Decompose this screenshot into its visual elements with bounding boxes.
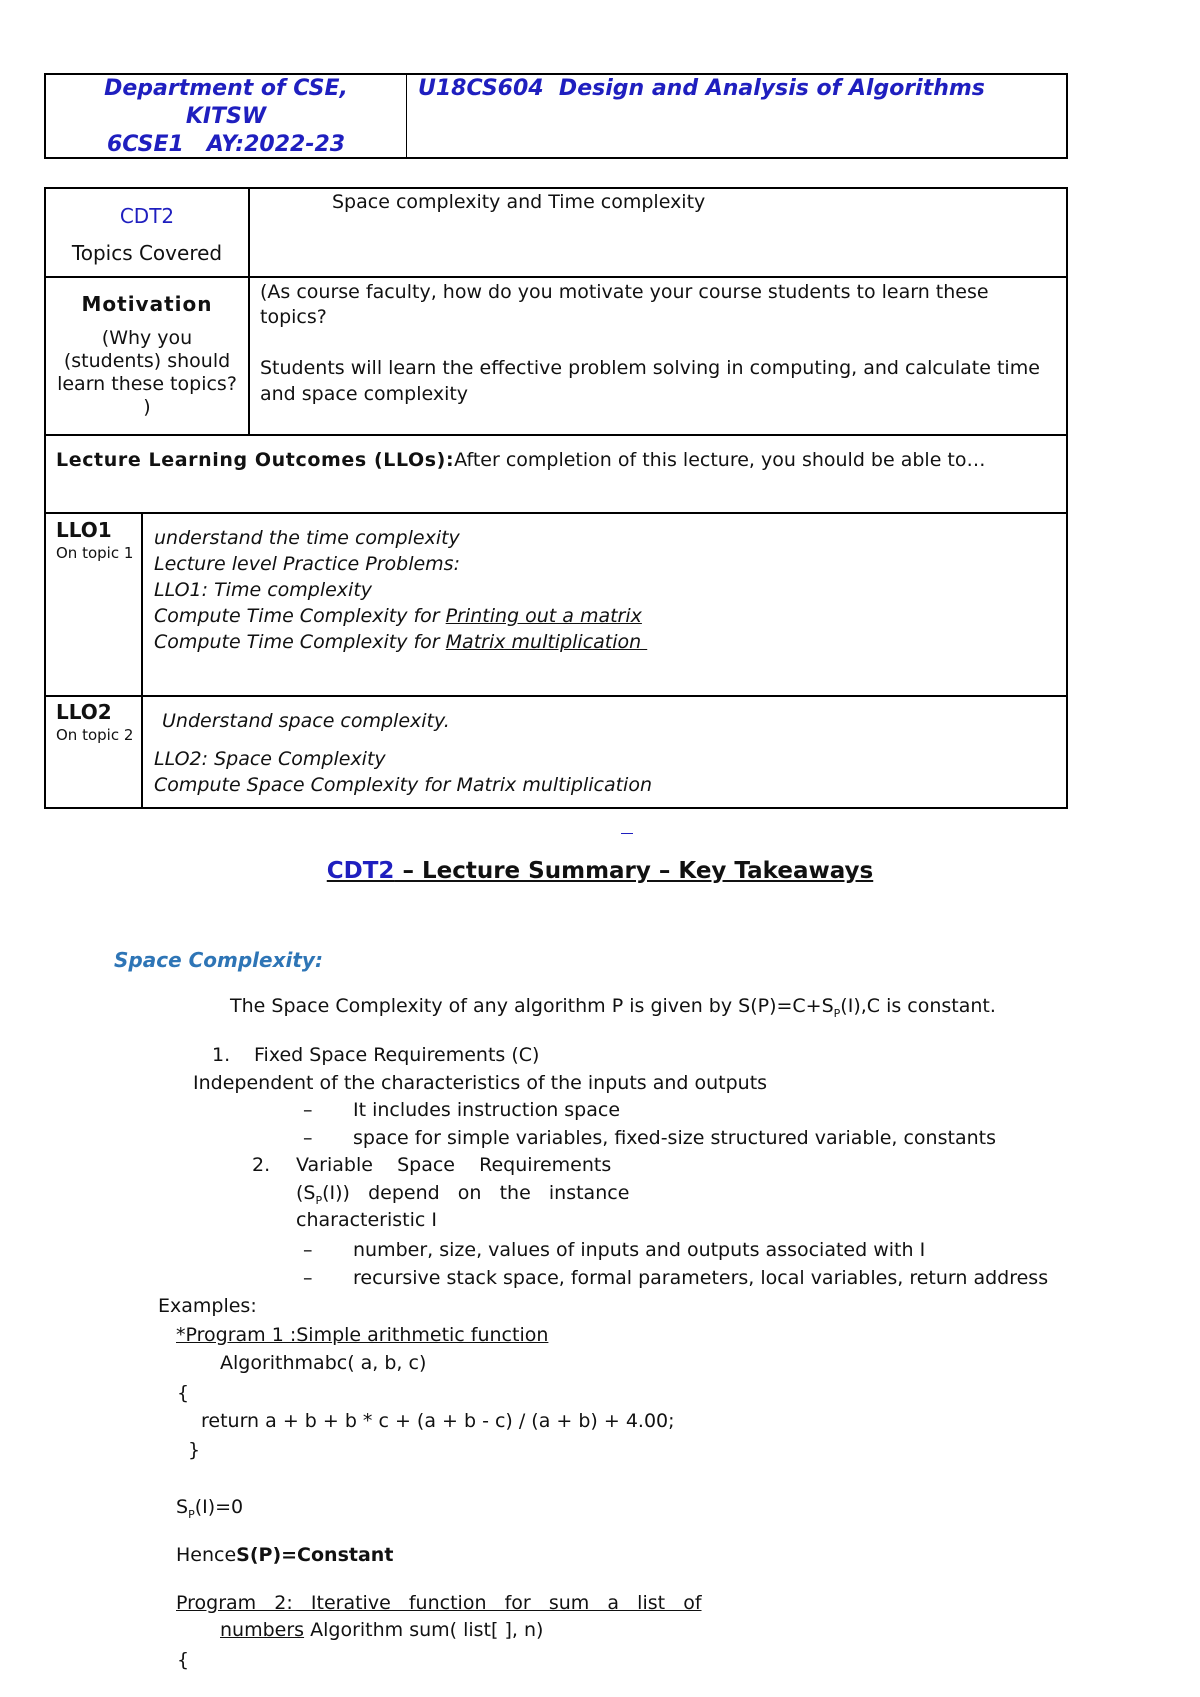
- space-complexity-heading: Space Complexity:: [114, 948, 323, 972]
- program2-line1: [220, 1617, 543, 1643]
- dash-bullet: –: [303, 1127, 313, 1149]
- sp-subscript: P: [188, 1507, 195, 1521]
- department-block: [46, 75, 406, 159]
- item1-bullet1-text: It includes instruction space: [353, 1099, 621, 1121]
- course-title: U18CS604 Design and Analysis of Algorithms: [418, 76, 985, 101]
- item2-line2b: (I)) depend on the instance: [322, 1182, 630, 1204]
- program1-line2: {: [177, 1382, 190, 1404]
- header-table: [44, 73, 1068, 159]
- llo1-line3: LLO1: Time complexity: [154, 579, 373, 601]
- sp-s: S: [176, 1496, 189, 1518]
- hence-line: [176, 1542, 393, 1568]
- dash-bullet: –: [303, 1239, 313, 1261]
- examples-label: Examples:: [158, 1295, 257, 1317]
- class-year: 6CSE1 AY:2022-23: [106, 132, 346, 157]
- column-divider: [141, 512, 143, 809]
- item2-bullet1: [303, 1237, 925, 1263]
- motivation-question: (As course faculty, how do you motivate your course students to learn these topics?: [260, 281, 989, 328]
- llo2-line3: Compute Space Complexity for Matrix multiplication: [154, 774, 652, 796]
- llo1-line2: Lecture level Practice Problems:: [154, 553, 460, 575]
- motivation-answer: Students will learn the effective problem solving in computing, and calculate time and space complexity: [260, 357, 1040, 405]
- item1-bullet2: [303, 1125, 996, 1151]
- summary-title-cdt: CDT2: [326, 858, 395, 884]
- row-divider: [46, 434, 1066, 436]
- small-underline-mark: [621, 833, 633, 834]
- header-divider: [406, 75, 407, 157]
- program2-brace: {: [177, 1649, 190, 1671]
- item2-bullet1-text: number, size, values of inputs and outputs associated with I: [353, 1239, 926, 1261]
- row-divider: [46, 512, 1066, 514]
- item1-description: Independent of the characteristics of the inputs and outputs: [193, 1072, 768, 1094]
- topics-covered-label: Topics Covered: [71, 241, 223, 265]
- llo2-line1: Understand space complexity.: [162, 710, 450, 732]
- item2-bullet2: [303, 1265, 1048, 1291]
- cdt-label: CDT2: [119, 204, 175, 228]
- summary-title: [0, 858, 1200, 884]
- motivation-subtitle: (Why you (students) should learn these topics? ): [57, 327, 237, 418]
- program2-title: Program 2: Iterative function for sum a list of: [176, 1592, 702, 1614]
- llo2-line2: LLO2: Space Complexity: [154, 748, 386, 770]
- printing-matrix-link[interactable]: Printing out a matrix: [445, 605, 642, 627]
- llo2-topic: On topic 2: [56, 726, 134, 744]
- dash-bullet: –: [303, 1267, 313, 1289]
- item1-title: Fixed Space Requirements (C): [254, 1044, 540, 1066]
- llo1-id: LLO1: [56, 518, 112, 542]
- item2-line3: characteristic I: [296, 1209, 437, 1231]
- hence-bold: S(P)=Constant: [236, 1544, 394, 1566]
- sp-equation: [176, 1494, 243, 1528]
- program1-line4: }: [188, 1439, 201, 1461]
- program2-signature: Algorithm sum( list[ ], n): [304, 1619, 544, 1641]
- llo-header-text: After completion of this lecture, you should be able to…: [454, 449, 986, 471]
- llo2-id: LLO2: [56, 700, 112, 724]
- row-divider: [46, 276, 1066, 278]
- department-name: Department of CSE,: [104, 76, 348, 101]
- item2-title: Variable Space Requirements: [296, 1154, 612, 1176]
- item1-bullet1: [303, 1097, 620, 1123]
- definition-subscript: P: [833, 1006, 841, 1020]
- hence-text: Hence: [176, 1544, 237, 1566]
- llo-header: [56, 447, 1056, 473]
- sp-value: (I)=0: [194, 1496, 244, 1518]
- llo1-topic: On topic 1: [56, 544, 134, 562]
- motivation-title: Motivation: [81, 292, 213, 316]
- space-complexity-definition: [230, 993, 996, 1027]
- topics-value: Space complexity and Time complexity: [332, 191, 706, 213]
- program1-line3: return a + b + b * c + (a + b - c) / (a + b) + 4.00;: [201, 1410, 675, 1432]
- item2-bullet2-text: recursive stack space, formal parameters, local variables, return address: [353, 1267, 1049, 1289]
- program2-numbers: numbers: [220, 1619, 305, 1641]
- item1-bullet2-text: space for simple variables, fixed-size structured variable, constants: [353, 1127, 996, 1149]
- row-divider: [46, 695, 1066, 697]
- definition-text: The Space Complexity of any algorithm P is given by S(P)=C+S: [230, 995, 834, 1017]
- llo1-compute1-prefix: Compute Time Complexity for: [154, 605, 446, 627]
- item2-line2a: (S: [296, 1182, 316, 1204]
- lecture-plan-table: [44, 187, 1068, 809]
- dash-bullet: –: [303, 1099, 313, 1121]
- institute-name: KITSW: [185, 104, 267, 129]
- matrix-multiplication-link[interactable]: Matrix multiplication: [445, 631, 648, 653]
- program1-title: *Program 1 :Simple arithmetic function: [176, 1324, 549, 1346]
- summary-title-rest: – Lecture Summary – Key Takeaways: [394, 858, 874, 884]
- item2-subscript: P: [315, 1193, 323, 1207]
- llo1-compute2: [154, 629, 647, 655]
- llo1-compute2-prefix: Compute Time Complexity for: [154, 631, 446, 653]
- column-divider: [248, 189, 250, 436]
- program1-line1: Algorithmabc( a, b, c): [220, 1352, 427, 1374]
- llo1-compute1: [154, 603, 642, 629]
- item2-number: 2.: [252, 1154, 271, 1176]
- llo-header-bold: Lecture Learning Outcomes (LLOs):: [56, 449, 455, 471]
- llo1-line1: understand the time complexity: [154, 527, 460, 549]
- item1-number: 1.: [212, 1044, 231, 1066]
- definition-end: (I),C is constant.: [840, 995, 996, 1017]
